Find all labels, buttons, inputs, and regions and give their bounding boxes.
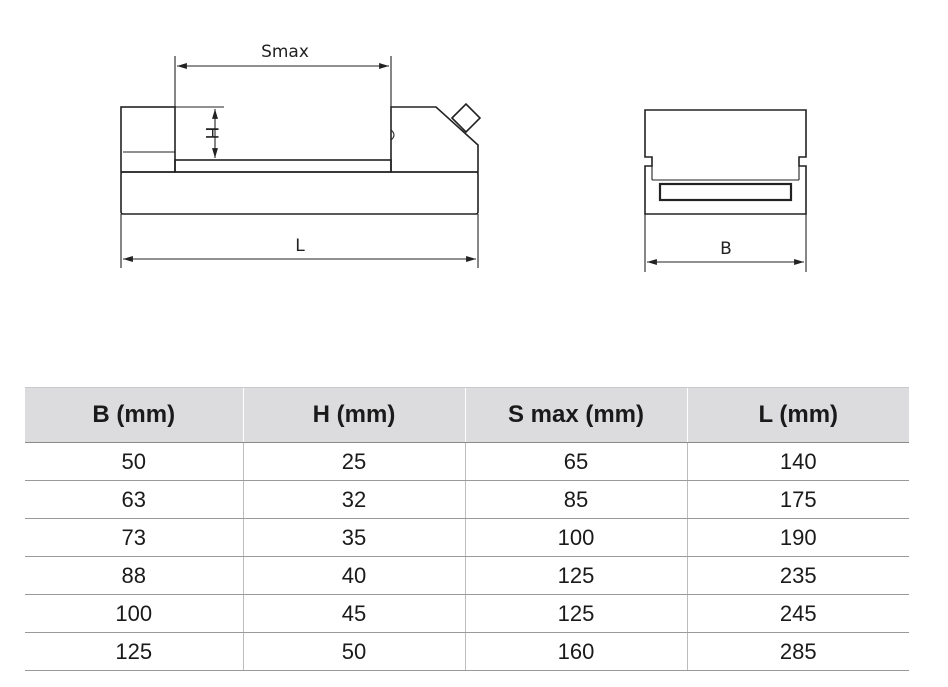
vise-end-view [645,110,806,272]
header-l: L (mm) [687,388,909,443]
cell-l: 140 [687,443,909,481]
fixed-jaw [121,107,175,172]
header-h: H (mm) [243,388,465,443]
vise-base [121,172,478,214]
cell-b: 88 [25,557,243,595]
cell-h: 32 [243,481,465,519]
end-view-slot [660,184,791,200]
table-row [25,633,909,671]
cell-smax: 125 [465,595,687,633]
table-row [25,557,909,595]
cell-l: 235 [687,557,909,595]
table-row [25,481,909,519]
cell-b: 50 [25,443,243,481]
dimensions-table [25,387,909,671]
cell-smax: 125 [465,557,687,595]
cell-h: 40 [243,557,465,595]
cell-l: 285 [687,633,909,671]
l-label: L [295,236,305,256]
cell-smax: 65 [465,443,687,481]
smax-label: Smax [261,42,309,62]
table-header-row [25,388,909,443]
movable-jaw [391,107,478,172]
technical-drawing [0,0,948,300]
table-row [25,443,909,481]
cell-l: 245 [687,595,909,633]
cell-smax: 85 [465,481,687,519]
slide-bar [175,160,391,172]
cell-l: 175 [687,481,909,519]
cell-b: 63 [25,481,243,519]
cell-h: 50 [243,633,465,671]
cell-smax: 160 [465,633,687,671]
cell-h: 35 [243,519,465,557]
cell-b: 125 [25,633,243,671]
end-view-body [645,110,806,214]
cell-l: 190 [687,519,909,557]
cell-h: 45 [243,595,465,633]
header-b: B (mm) [25,388,243,443]
cell-h: 25 [243,443,465,481]
header-smax: S max (mm) [465,388,687,443]
cell-b: 100 [25,595,243,633]
table-row [25,595,909,633]
cell-b: 73 [25,519,243,557]
cell-smax: 100 [465,519,687,557]
b-label: B [720,239,732,259]
clamp-knob [452,104,480,132]
h-label: H [201,126,221,140]
vise-side-view [121,42,480,268]
table-row [25,519,909,557]
